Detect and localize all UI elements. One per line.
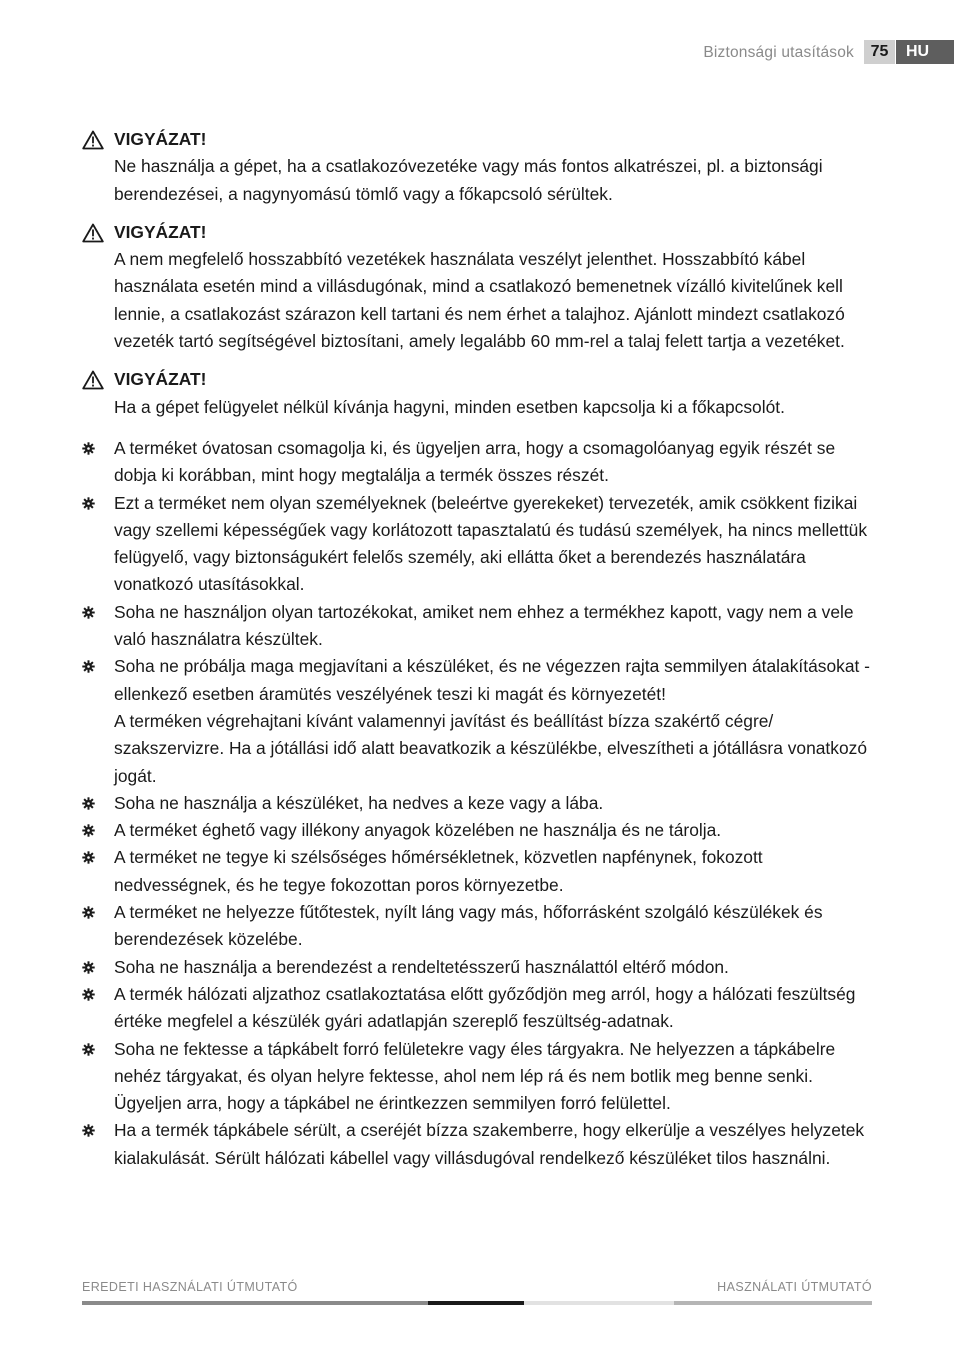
footer-left-label: EREDETI HASZNÁLATI ÚTMUTATÓ: [82, 1280, 298, 1294]
list-item: [82, 899, 872, 954]
list-item-text: A termék hálózati aljzathoz csatlakoztatása előtt győződjön meg arról, hogy a hálózati feszültség értéke megfelel a készülék gyári adatlapján szereplő feszültség-adatnak.: [114, 983, 856, 1032]
warning-title: VIGYÁZAT!: [114, 129, 207, 149]
list-item-text: Soha ne fektesse a tápkábelt forró felületekre vagy éles tárgyakra. Ne helyezzen a tápkábelre nehéz tárgyakat, és olyan helyre fektesse, ahol nem lép rá és nem botlik meg benne senki. Ügyeljen arra, hogy a tápkábel ne érintkezzen semmilyen forró felülettel.: [114, 1038, 836, 1114]
list-item-text: A terméket ne tegye ki szélsőséges hőmérsékletnek, közvetlen napfénynek, fokozott nedvességnek, és he tegye fokozottan poros környezetbe.: [114, 847, 763, 895]
list-item: [82, 954, 872, 981]
list-item-text: A terméket éghető vagy illékony anyagok közelében ne használja és ne tárolja.: [114, 820, 722, 841]
list-item: [82, 435, 872, 490]
warning-triangle-icon: [82, 130, 104, 150]
list-item-text: A terméket ne helyezze fűtőtestek, nyílt láng vagy más, hőforrásként szolgáló készülékek és berendezések közelébe.: [114, 902, 823, 950]
warning-block: [82, 126, 872, 208]
gear-bullet-icon: [82, 442, 95, 455]
footer-bar-segment: [82, 1301, 428, 1305]
gear-bullet-icon: [82, 851, 95, 864]
list-item-text: Soha ne próbálja maga megjavítani a készüléket, és ne végezzen rajta semmilyen átalakításokat - ellenkező esetben áramütés veszélyének teszi ki magát és környezetét! A terméken végrehajtani kívánt valamennyi javítást és beállítást bízza szakértő cégre/ szakszervizre. Ha a jótállási idő alatt beavatkozik a készülékbe, elveszítheti a jótállásra vonatkozó jogát.: [114, 656, 870, 786]
page-content: [82, 126, 872, 1172]
page-number: 75: [864, 40, 895, 64]
list-item: [82, 817, 872, 844]
gear-bullet-icon: [82, 906, 95, 919]
list-item-text: Soha ne használja a berendezést a rendeltetésszerű használattól eltérő módon.: [114, 956, 729, 977]
gear-bullet-icon: [82, 497, 95, 510]
list-item-text: Ezt a terméket nem olyan személyeknek (beleértve gyerekeket) tervezeték, amik csökkent fizikai vagy szellemi képességűek vagy korlátozott tapasztalatú és tudású személyek, ha nincs mellettük felügyelő, vagy biztonságukért felelős személy, aki ellátta őket a berendezés használatára vonatkozó utasításokkal.: [114, 492, 868, 595]
footer-bar-segment: [674, 1301, 872, 1305]
warning-text: Ha a gépet felügyelet nélkül kívánja hagyni, minden esetben kapcsolja ki a főkapcsolót.: [114, 396, 785, 417]
list-item-text: Soha ne használjon olyan tartozékokat, amiket nem ehhez a termékhez kapott, vagy nem a vele való használatra készültek.: [114, 601, 854, 650]
gear-bullet-icon: [82, 797, 95, 810]
gear-bullet-icon: [82, 824, 95, 837]
list-item-text: Ha a termék tápkábele sérült, a cseréjét bízza szakemberre, hogy elkerülje a veszélyes helyzetek kialakulását. Sérült hálózati kábellel vagy villásdugóval rendelkező készüléket tilos használni.: [114, 1120, 865, 1168]
warning-text: A nem megfelelő hosszabbító vezetékek használata veszélyt jelenthet. Hosszabbító kábel használata esetén mind a villásdugónak, mind a csatlakozó bemenetnek vízálló kivitelűnek kell lennie, a csatlakozást szárazon kell tartani és nem érhet a talajhoz. Ajánlott mindezt csatlakozó vezeték tartó segítségével biztosítani, amely legalább 60 mm-rel a talaj felett tartja a vezetéket.: [114, 249, 845, 352]
gear-bullet-icon: [82, 988, 95, 1001]
gear-bullet-icon: [82, 961, 95, 974]
footer-bar-segment: [428, 1301, 524, 1305]
list-item: [82, 490, 872, 599]
gear-bullet-icon: [82, 606, 95, 619]
list-item: [82, 599, 872, 654]
list-item: [82, 1117, 872, 1172]
section-title: Biztonsági utasítások: [703, 44, 854, 61]
footer-bar-segment: [524, 1301, 674, 1305]
warning-block: [82, 366, 872, 421]
list-item-text: Soha ne használja a készüléket, ha nedves a keze vagy a lába.: [114, 792, 604, 813]
gear-bullet-icon: [82, 660, 95, 673]
list-item: [82, 1036, 872, 1118]
gear-bullet-icon: [82, 1043, 95, 1056]
footer-right-label: HASZNÁLATI ÚTMUTATÓ: [717, 1280, 872, 1294]
warning-title: VIGYÁZAT!: [114, 221, 207, 242]
safety-list: [82, 435, 872, 1172]
list-item: [82, 790, 872, 817]
warning-triangle-icon: [82, 223, 104, 243]
warning-block: [82, 219, 872, 355]
warning-text: Ne használja a gépet, ha a csatlakozóvezetéke vagy más fontos alkatrészei, pl. a biztonsági berendezései, a nagynyomású tömlő vagy a főkapcsoló sérültek.: [114, 156, 823, 204]
list-item: [82, 981, 872, 1036]
warning-title: VIGYÁZAT!: [114, 369, 207, 390]
language-tab: HU: [896, 40, 954, 64]
list-item: [82, 653, 872, 789]
list-item: [82, 844, 872, 899]
warning-triangle-icon: [82, 370, 104, 390]
list-item-text: A terméket óvatosan csomagolja ki, és ügyeljen arra, hogy a csomagolóanyag egyik részét se dobja ki korábban, mint hogy megtalálja a termék összes részét.: [114, 437, 836, 486]
gear-bullet-icon: [82, 1124, 95, 1137]
